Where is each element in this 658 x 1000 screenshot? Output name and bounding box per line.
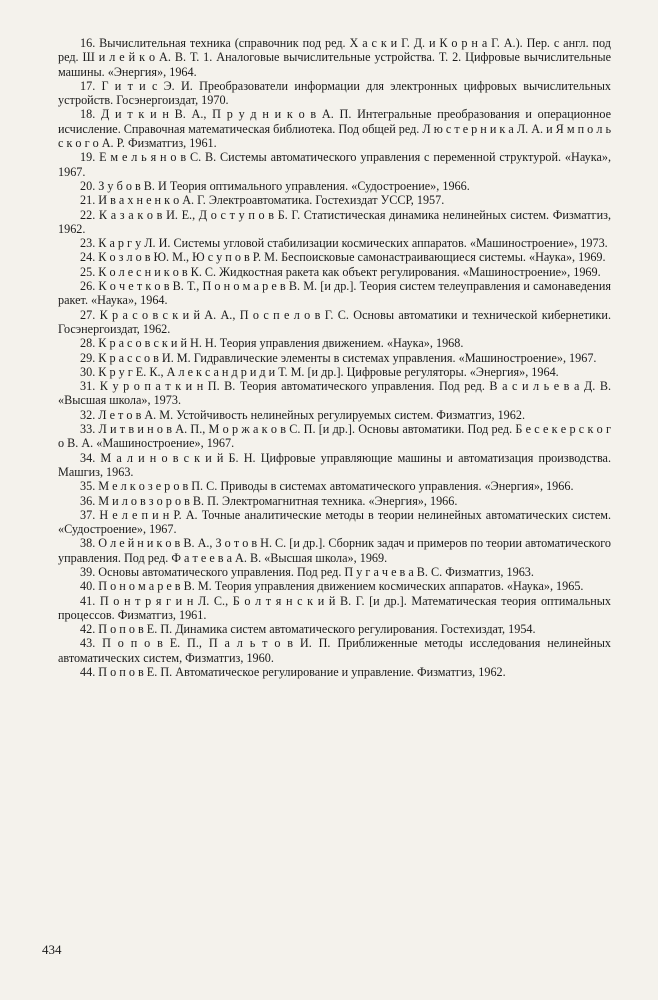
reference-20: 20. З у б о в В. И Теория оптимального управления. «Судостроение», 1966. <box>80 178 470 193</box>
reference-42: 42. П о п о в Е. П. Динамика систем автоматического регулирования. Гостехиздат, 1954. <box>80 622 536 637</box>
reference-25: 25. К о л е с н и к о в К. С. Жидкостная ракета как объект регулирования. «Машиностроение», 1969. <box>80 264 601 279</box>
reference-30: 30. К р у г Е. К., А л е к с а н д р и д и Т. М. [и др.]. Цифровые регуляторы. «Энергия», 1964. <box>80 364 559 379</box>
reference-21: 21. И в а х н е н к о А. Г. Электроавтоматика. Гостехиздат УССР, 1957. <box>80 193 445 208</box>
reference-41: 41. П о н т р я г и н Л. С., Б о л т я н с к и й В. Г. [и др.]. Математическая теория оптимальных процессов. Физматгиз, 1961. <box>58 593 611 622</box>
page-number: 434 <box>42 942 62 957</box>
reference-37: 37. Н е л е п и н Р. А. Точные аналитические методы в теории нелинейных автоматических систем. «Судостроение», 1967. <box>58 507 611 537</box>
reference-39: 39. Основы автоматического управления. Под ред. П у г а ч е в а В. С. Физматгиз, 1963. <box>80 564 534 579</box>
reference-29: 29. К р а с с о в И. М. Гидравлические элементы в системах управления. «Машиностроение», 1967. <box>80 350 597 365</box>
reference-44: 44. П о п о в Е. П. Автоматическое регулирование и управление. Физматгиз, 1962. <box>80 665 506 680</box>
reference-28: 28. К р а с о в с к и й Н. Н. Теория управления движением. «Наука», 1968. <box>80 336 464 351</box>
reference-19: 19. Е м е л ь я н о в С. В. Системы автоматического управления с переменной структурой. «Наука», 1967. <box>58 150 611 179</box>
reference-32: 32. Л е т о в А. М. Устойчивость нелинейных регулируемых систем. Физматгиз, 1962. <box>80 407 526 422</box>
reference-38: 38. О л е й н и к о в В. А., З о т о в Н. С. [и др.]. Сборник задач и примеров по теории автоматического управления. Под ред. Ф а т е е в а А. В. «Высшая школа», 1969. <box>58 536 611 565</box>
reference-list <box>58 36 611 679</box>
reference-16: 16. Вычислительная техника (справочник под ред. Х а с к и Г. Д. и К о р н а Г. А.). Пер. с англ. под ред. Ш и л е й к о А. В. Т. 1. Аналоговые вычислительные устройства. Т. 2. Цифровые вычислительные машины. «Энергия», 1964. <box>58 36 611 79</box>
reference-35: 35. М е л к о з е р о в П. С. Приводы в системах автоматического управления. «Энергия», 1966. <box>80 479 574 494</box>
reference-22: 22. К а з а к о в И. Е., Д о с т у п о в Б. Г. Статистическая динамика нелинейных систем. Физматгиз, 1962. <box>58 207 611 236</box>
reference-27: 27. К р а с о в с к и й А. А., П о с п е л о в Г. С. Основы автоматики и технической кибернетики. Госэнергоиздат, 1962. <box>58 307 611 336</box>
reference-23: 23. К а р г у Л. И. Системы угловой стабилизации космических аппаратов. «Машиностроение», 1973. <box>80 236 608 251</box>
reference-31: 31. К у р о п а т к и н П. В. Теория автоматического управления. Под ред. В а с и л ь е в а Д. В. «Высшая школа», 1973. <box>58 379 611 408</box>
reference-33: 33. Л и т в и н о в А. П., М о р ж а к о в С. П. [и др.]. Основы автоматики. Под ред. Б е с е к е р с к о г о В. А. «Машиностроение», 1967. <box>58 422 611 451</box>
reference-18: 18. Д и т к и н В. А., П р у д н и к о в А. П. Интегральные преобразования и операционное исчисление. Справочная математическая библиотека. Под общей ред. Л ю с т е р н и к а Л. А. и Я м п о л ь с к о г о А. Р. Физматгиз, 1961. <box>58 107 612 151</box>
reference-43: 43. П о п о в Е. П., П а л ь т о в И. П. Приближенные методы исследования нелинейных автоматических систем, Физматгиз, 1960. <box>58 636 611 665</box>
reference-36: 36. М и л о в з о р о в В. П. Электромагнитная техника. «Энергия», 1966. <box>80 493 458 508</box>
reference-34: 34. М а л и н о в с к и й Б. Н. Цифровые управляющие машины и автоматизация производства. Машгиз, 1963. <box>58 450 611 479</box>
reference-17: 17. Г и т и с Э. И. Преобразователи информации для электронных цифровых вычислительных устройств. Госэнергоиздат, 1970. <box>58 78 611 108</box>
reference-26: 26. К о ч е т к о в В. Т., П о н о м а р е в В. М. [и др.]. Теория систем телеуправления и самонаведения ракет. «Наука», 1964. <box>58 279 611 308</box>
reference-24: 24. К о з л о в Ю. М., Ю с у п о в Р. М. Беспоисковые самонастраивающиеся системы. «Наука», 1969. <box>80 250 606 265</box>
reference-40: 40. П о н о м а р е в В. М. Теория управления движением космических аппаратов. «Наука», 1965. <box>80 579 584 594</box>
